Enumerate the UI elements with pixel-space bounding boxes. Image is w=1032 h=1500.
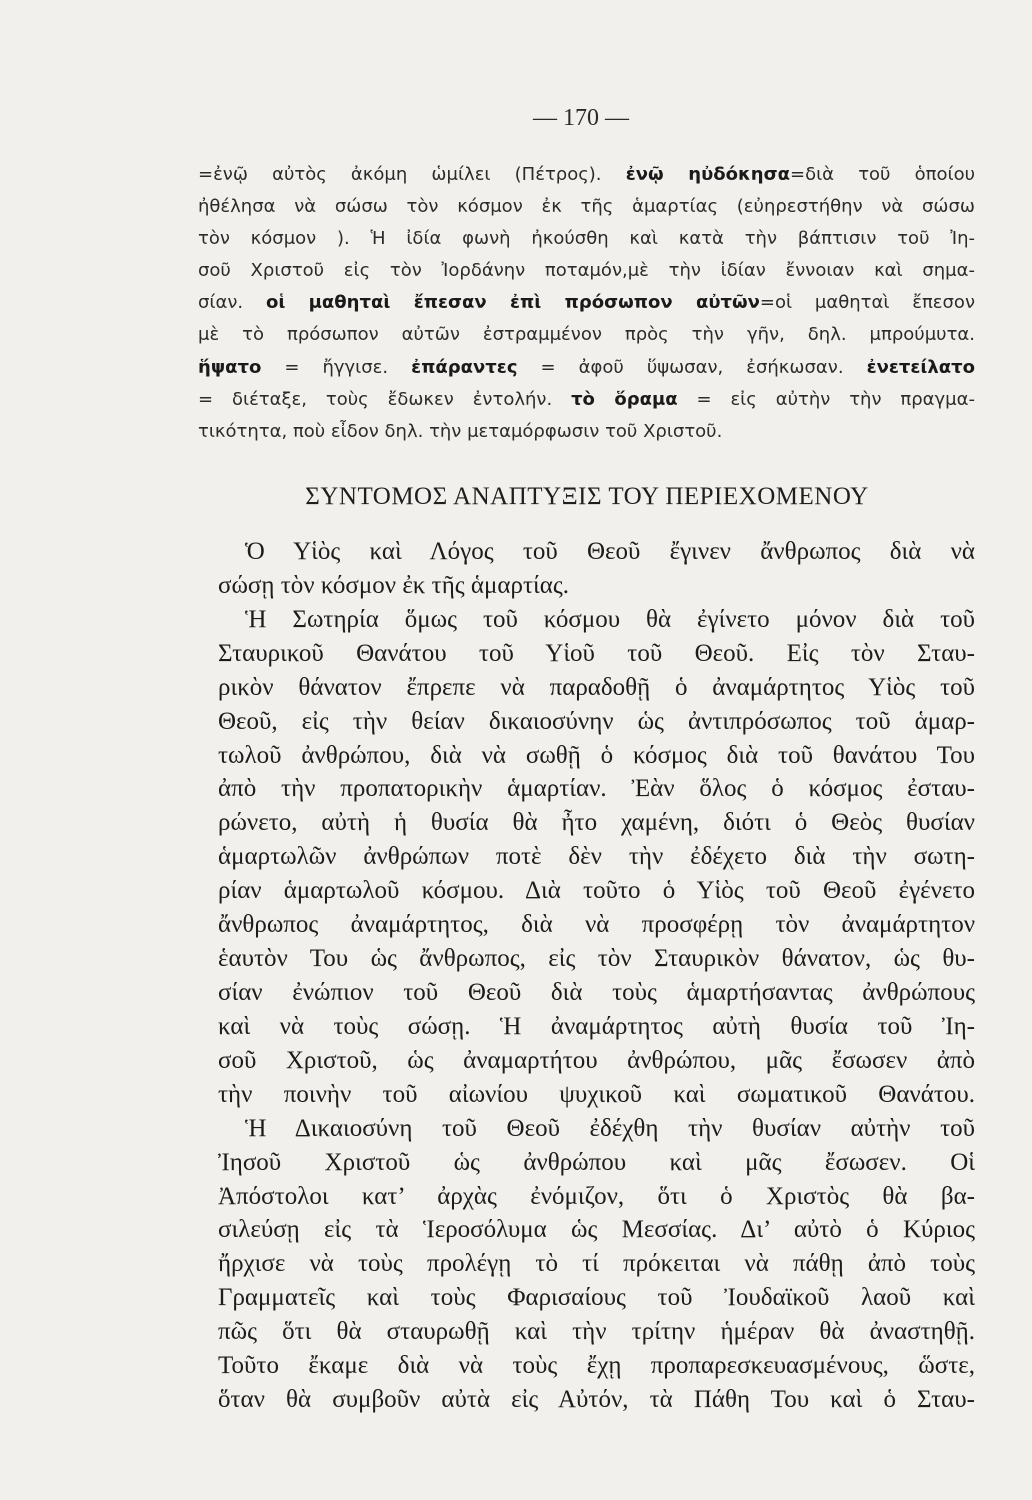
note-text: = εἰς αὐτὴν τὴν πραγμα- [677,388,975,410]
note-line [198,287,975,319]
body-line: ὅταν θὰ συμβοῦν αὐτὰ εἰς Αὐτόν, τὰ Πάθη Του καὶ ὁ Σταυ- [218,1386,975,1414]
note-line [198,223,975,255]
body-line: ρώνετο, αὐτὴ ἡ θυσία θὰ ἦτο χαμένη, διότι ὁ Θεὸς θυσίαν [218,809,975,837]
note-term: ἐνετείλατο [866,356,976,378]
body-line: Ὁ Υἱὸς καὶ Λόγος τοῦ Θεοῦ ἔγινεν ἄνθρωπος διὰ νὰ [245,538,975,565]
note-line [198,319,975,351]
note-text: σοῦ Χριστοῦ εἰς τὸν Ἰορδάνην ποταμόν,μὲ τὴν ἰδίαν ἔννοιαν καὶ σημα- [198,260,975,282]
body-line: σίαν ἐνώπιον τοῦ Θεοῦ διὰ τοὺς ἁμαρτήσαντας ἀνθρώπους [218,978,975,1006]
body-line: σιλεύσῃ εἰς τὰ Ἱεροσόλυμα ὡς Μεσσίας. Δι’ αὐτὸ ὁ Κύριος [218,1216,975,1244]
note-text: =διὰ τοῦ ὁποίου [790,164,975,185]
note-text: = ἤγγισε. [261,356,412,378]
note-line [198,352,975,384]
note-text: = ἀφοῦ ὕψωσαν, ἐσήκωσαν. [517,356,867,378]
note-term: ἥψατο [198,356,262,378]
body-line: Ἀπόστολοι κατ’ ἀρχὰς ἐνόμιζον, ὅτι ὁ Χριστὸς θὰ βα- [218,1182,975,1210]
paragraph [218,535,975,603]
note-line [198,255,975,287]
note-term: τὸ ὅραμα [571,388,678,410]
body-line: Τοῦτο ἔκαμε διὰ νὰ τοὺς ἔχῃ προπαρεσκευασμένους, ὥστε, [218,1352,975,1380]
body-line: πῶς ὅτι θὰ σταυρωθῇ καὶ τὴν τρίτην ἡμέραν θὰ ἀναστηθῇ. [218,1318,975,1346]
body-line: τωλοῦ ἀνθρώπου, διὰ νὰ σωθῇ ὁ κόσμος διὰ τοῦ θανάτου Του [218,741,975,769]
note-text: ἠθέλησα νὰ σώσω τὸν κόσμον ἐκ τῆς ἁμαρτίας (εὐηρεστήθην νὰ σώσω [198,196,975,218]
note-term: οἱ μαθηταὶ ἔπεσαν ἐπὶ πρόσωπον αὐτῶν [265,292,760,314]
body-line: ἀπὸ τὴν προπατορικὴν ἁμαρτίαν. Ἐὰν ὅλος ὁ κόσμος ἐσταυ- [218,775,975,803]
body-line: ρίαν ἁμαρτωλοῦ κόσμου. Διὰ τοῦτο ὁ Υἱὸς τοῦ Θεοῦ ἐγένετο [218,877,975,905]
body-line: Γραμματεῖς καὶ τοὺς Φαρισαίους τοῦ Ἰουδαϊκοῦ λαοῦ καὶ [218,1284,975,1312]
paragraph [218,1112,975,1417]
body-line: σοῦ Χριστοῦ, ὡς ἀναμαρτήτου ἀνθρώπου, μᾶς ἔσωσεν ἀπὸ [218,1046,975,1074]
body-line: ἁμαρτωλῶν ἀνθρώπων ποτὲ δὲν τὴν ἐδέχετο διὰ τὴν σωτη- [218,843,975,871]
body-line: καὶ νὰ τοὺς σώσῃ. Ἡ ἀναμάρτητος αὐτὴ θυσία τοῦ Ἰη- [218,1012,975,1040]
body-line: ρικὸν θάνατον ἔπρεπε νὰ παραδοθῇ ὁ ἀναμάρτητος Υἱὸς τοῦ [218,673,975,701]
note-line [198,416,975,448]
note-term: ἐπάραντες [411,356,518,378]
glossary-notes [198,159,975,448]
note-text: = διέταξε, τοὺς ἔδωκεν ἐντολήν. [198,388,572,410]
body-line: ἤρχισε νὰ τοὺς προλέγῃ τὸ τί πρόκειται νὰ πάθῃ ἀπὸ τοὺς [218,1250,975,1278]
note-line [198,191,975,223]
paragraph [218,603,975,1112]
note-text: =ἐνῷ αὐτὸς ἀκόμη ὡμίλει (Πέτρος). [198,164,626,185]
body-line: ἄνθρωπος ἀναμάρτητος, διὰ νὰ προσφέρῃ τὸν ἀναμάρτητον [218,911,975,939]
note-text: =οἱ μαθηταὶ ἔπεσον [759,292,975,314]
body-line: Σταυρικοῦ Θανάτου τοῦ Υἱοῦ τοῦ Θεοῦ. Εἰς τὸν Σταυ- [218,639,975,667]
body-text [218,535,975,1417]
body-line: Ἰησοῦ Χριστοῦ ὡς ἀνθρώπου καὶ μᾶς ἔσωσεν. Οἱ [218,1148,975,1176]
note-line [198,159,975,191]
body-line: Ἡ Σωτηρία ὅμως τοῦ κόσμου θὰ ἐγίνετο μόνον διὰ τοῦ [245,605,975,633]
body-line: Ἡ Δικαιοσύνη τοῦ Θεοῦ ἐδέχθη τὴν θυσίαν αὐτὴν τοῦ [245,1114,975,1142]
note-text: σίαν. [198,292,266,314]
page-number: — 170 — [533,105,629,131]
body-line: σώσῃ τὸν κόσμον ἐκ τῆς ἁμαρτίας. [218,571,570,599]
body-line: Θεοῦ, εἰς τὴν θείαν δικαιοσύνην ὡς ἀντιπρόσωπος τοῦ ἁμαρ- [218,707,975,735]
note-text: τικότητα, ποὺ εἶδον δηλ. τὴν μεταμόρφωσιν τοῦ Χριστοῦ. [198,420,723,442]
note-line [198,384,975,416]
note-text: τὸν κόσμον ). Ἡ ἰδία φωνὴ ἠκούσθη καὶ κατὰ τὴν βάπτισιν τοῦ Ἰη- [198,228,975,250]
note-text: μὲ τὸ πρόσωπον αὐτῶν ἐστραμμένον πρὸς τὴν γῆν, δηλ. μπρούμυτα. [198,324,975,346]
body-line: ἑαυτὸν Του ὡς ἄνθρωπος, εἰς τὸν Σταυρικὸν θάνατον, ὡς θυ- [218,945,975,973]
section-heading: ΣΥΝΤΟΜΟΣ ΑΝΑΠΤΥΞΙΣ ΤΟΥ ΠΕΡΙΕΧΟΜΕΝΟΥ [305,483,869,510]
body-line: τὴν ποινὴν τοῦ αἰωνίου ψυχικοῦ καὶ σωματικοῦ Θανάτου. [218,1080,975,1108]
note-term: ἐνῷ ηὐδόκησα [625,164,790,185]
